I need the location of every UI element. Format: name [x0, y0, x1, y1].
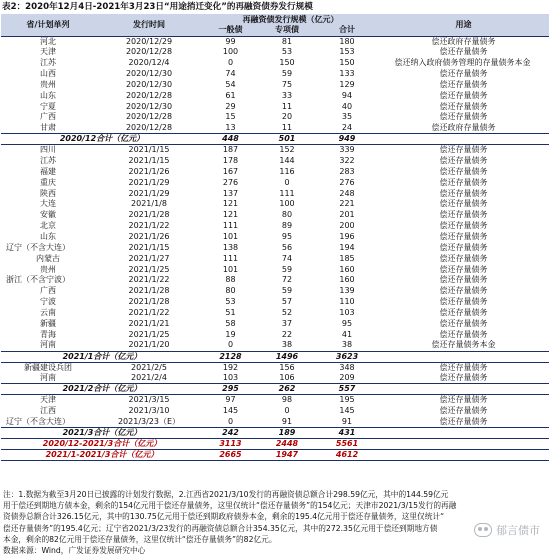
general-bond-value: 103: [222, 373, 239, 383]
total-value: 4612: [316, 449, 378, 460]
province-cell: 宁夏: [40, 101, 56, 111]
special-bond-value: 144: [279, 156, 295, 166]
total-value: 200: [339, 221, 355, 231]
issue-date-cell: 2021/1/22: [128, 275, 170, 285]
table-row: [1, 308, 549, 319]
total-value: 24: [341, 123, 353, 133]
total-value: 40: [341, 101, 353, 111]
wechat-icon: [474, 523, 492, 537]
subtotal-row: [1, 384, 549, 395]
province-cell: 四川: [40, 145, 56, 155]
purpose-cell: 偿还存量债务: [439, 221, 488, 231]
province-cell: 河北: [40, 36, 56, 46]
issue-date-cell: 2021/1/8: [131, 199, 167, 209]
table-row: [1, 156, 549, 167]
general-bond-value: 448: [203, 134, 258, 145]
total-value: 103: [339, 308, 355, 318]
subtotal-label: 2021/2合计（亿元）: [1, 384, 203, 395]
special-bond-value: 0: [284, 177, 290, 187]
general-bond-value: 54: [225, 79, 236, 89]
table-row: [1, 145, 549, 156]
header-general: 一般债: [203, 25, 258, 36]
total-value: 339: [339, 145, 355, 155]
total-value: 196: [339, 232, 355, 242]
table-row: [1, 123, 549, 134]
special-bond-value: 111: [279, 188, 295, 198]
footnote-line: 资债券总额合计326.15亿元，其中的130.75亿元用于偿还到期政府债券本金，剩余的195.4亿元用于偿还存量债务，这里仅统计“: [3, 512, 445, 522]
issue-date-cell: 2021/1/15: [128, 242, 170, 252]
special-bond-value: 38: [281, 340, 293, 350]
issue-date-cell: 2021/3/23（E）: [117, 416, 181, 426]
special-bond-value: 91: [281, 416, 293, 426]
table-row: [1, 406, 549, 417]
general-bond-value: 2665: [203, 449, 258, 460]
province-cell: 江苏: [40, 156, 56, 166]
subtotal-label: 2020/12合计（亿元）: [1, 134, 203, 145]
province-cell: 云南: [40, 308, 56, 318]
special-bond-value: 59: [281, 286, 293, 296]
general-bond-value: 145: [222, 406, 239, 416]
special-bond-value: 59: [281, 69, 293, 78]
special-bond-value: 1496: [258, 351, 316, 362]
province-cell: 甘肃: [40, 123, 56, 133]
total-value: 348: [339, 362, 355, 372]
special-bond-value: 20: [281, 112, 293, 122]
province-cell: 山东: [40, 232, 56, 242]
general-bond-value: 111: [222, 221, 239, 231]
footnote-line: 注：1.数据为截至3月20日已披露的计划发行数据，2.江西省2021/3/10发行的再融资债总额合计298.59亿元，其中的144.59亿元: [3, 490, 449, 499]
general-bond-value: 295: [203, 384, 258, 395]
general-bond-value: 58: [225, 318, 236, 328]
total-row: [1, 449, 549, 460]
total-value: 110: [339, 297, 355, 307]
special-bond-value: 2448: [258, 438, 316, 449]
issue-date-cell: 2021/2/4: [131, 373, 167, 383]
total-value: 3623: [316, 351, 378, 362]
table-row: [1, 101, 549, 112]
table-row: [1, 297, 549, 308]
general-bond-value: 2128: [203, 351, 258, 362]
purpose-cell: 偿还存量债务: [439, 373, 488, 383]
subtotal-row: [1, 427, 549, 438]
table-row: [1, 199, 549, 210]
province-cell: 福建: [40, 166, 56, 176]
general-bond-value: 99: [225, 36, 236, 46]
province-cell: 天津: [40, 47, 56, 57]
total-value: 160: [339, 275, 355, 285]
purpose-cell: [378, 438, 549, 449]
special-bond-value: 100: [279, 199, 295, 209]
table-row: [1, 373, 549, 384]
total-value: 248: [339, 188, 355, 198]
footnote-line: 用于偿还到期地方债本金，剩余的154亿元用于偿还存量债务，这里仅统计“偿还存量债务”的154亿元；天津市2021/3/15发行的再融: [3, 501, 457, 511]
issue-date-cell: 2020/12/28: [125, 112, 173, 122]
general-bond-value: 19: [225, 329, 236, 339]
province-cell: 大连: [40, 199, 56, 209]
table-row: [1, 58, 549, 69]
table-title: 表2：2020年12月4日-2021年3月23日“用途捎迁变化”的再融资债券发行规模: [2, 2, 313, 12]
total-value: 153: [339, 47, 355, 57]
province-cell: 重庆: [40, 177, 56, 187]
purpose-cell: [378, 351, 549, 362]
issue-date-cell: 2021/1/28: [128, 297, 170, 307]
total-value: 283: [339, 166, 355, 176]
issue-date-cell: 2020/12/30: [125, 79, 173, 89]
table-row: [1, 36, 549, 47]
general-bond-value: 121: [222, 210, 239, 220]
total-value: 129: [339, 79, 355, 89]
issue-date-cell: 2021/1/28: [128, 210, 170, 220]
general-bond-value: 3113: [203, 438, 258, 449]
purpose-cell: 偿还存量债务: [439, 188, 488, 198]
purpose-cell: [378, 134, 549, 145]
province-cell: 青海: [40, 329, 56, 339]
issue-date-cell: 2020/12/28: [125, 90, 173, 100]
general-bond-value: 137: [222, 188, 239, 198]
total-value: 221: [339, 199, 355, 209]
total-value: 41: [341, 329, 353, 339]
total-value: 133: [339, 69, 355, 78]
header-province: 省/计划单列: [1, 14, 95, 36]
issue-date-cell: 2021/1/28: [128, 286, 170, 296]
issue-date-cell: 2021/1/26: [128, 166, 170, 176]
issue-date-cell: 2021/1/22: [128, 308, 170, 318]
issue-date-cell: 2021/1/15: [128, 156, 170, 166]
total-value: 91: [341, 416, 353, 426]
table-row: [1, 69, 549, 80]
total-value: 322: [339, 156, 355, 166]
footnote-line: 偿还存量债务”的195.4亿元；辽宁省2021/3/23发行的再融资债总额合计354.35亿元，其中的272.35亿元用于偿还到期地方债: [3, 523, 438, 533]
header-scale-group: 再融资债发行规模（亿元）: [203, 14, 378, 25]
table-row: [1, 253, 549, 264]
purpose-cell: 偿还存量债务: [439, 69, 488, 78]
purpose-cell: 偿还存量债务: [439, 308, 488, 318]
province-cell: 安徽: [40, 210, 56, 220]
total-value: 276: [339, 177, 355, 187]
total-value: 431: [316, 427, 378, 438]
province-cell: 宁波: [40, 297, 56, 307]
total-value: 180: [339, 36, 355, 46]
general-bond-value: 53: [225, 297, 236, 307]
general-bond-value: 61: [225, 90, 236, 100]
total-value: 557: [316, 384, 378, 395]
header-purpose: 用途: [378, 14, 549, 36]
issue-date-cell: 2021/1/22: [128, 221, 170, 231]
purpose-cell: 偿还存量债务: [439, 362, 488, 372]
purpose-cell: 偿还存量债务: [439, 90, 488, 100]
table-row: [1, 47, 549, 58]
special-bond-value: 72: [281, 275, 293, 285]
purpose-cell: 偿还存量债务: [439, 156, 488, 166]
total-value: 5561: [316, 438, 378, 449]
issue-date-cell: 2021/3/10: [128, 406, 170, 416]
special-bond-value: 37: [281, 318, 293, 328]
special-bond-value: 81: [281, 36, 293, 46]
table-row: [1, 177, 549, 188]
special-bond-value: 262: [258, 384, 316, 395]
total-value: 194: [339, 242, 355, 252]
total-value: 201: [339, 210, 355, 220]
special-bond-value: 501: [258, 134, 316, 145]
purpose-cell: 偿还存量债务: [439, 406, 488, 416]
purpose-cell: 偿还存量债务: [439, 395, 488, 405]
table-row: [1, 166, 549, 177]
total-value: 35: [341, 112, 353, 122]
province-cell: 新疆建设兵团: [24, 362, 72, 372]
general-bond-value: 101: [222, 264, 239, 274]
issue-date-cell: 2021/1/21: [128, 318, 170, 328]
special-bond-value: 75: [281, 79, 293, 89]
general-bond-value: 242: [203, 427, 258, 438]
issue-date-cell: 2020/12/30: [125, 69, 173, 78]
total-value: 949: [316, 134, 378, 145]
purpose-cell: 偿还存量债务: [439, 329, 488, 339]
general-bond-value: 0: [227, 340, 234, 350]
issue-date-cell: 2020/12/4: [128, 58, 170, 68]
province-cell: 内蒙古: [36, 253, 60, 263]
table-row: [1, 79, 549, 90]
province-cell: 浙江（不含宁波）: [6, 275, 70, 285]
purpose-cell: 偿还存量债务: [439, 275, 488, 285]
province-cell: 江西: [40, 406, 56, 416]
province-cell: 贵州: [40, 264, 56, 274]
table-row: [1, 318, 549, 329]
province-cell: 广西: [40, 112, 56, 122]
general-bond-value: 88: [225, 275, 236, 285]
total-value: 209: [339, 373, 355, 383]
header-total: 合计: [316, 25, 378, 36]
general-bond-value: 0: [227, 58, 234, 68]
total-value: 145: [339, 406, 355, 416]
general-bond-value: 15: [225, 112, 236, 122]
subtotal-label: 2021/1-2021/3合计（亿元）: [1, 449, 203, 460]
special-bond-value: 33: [281, 90, 293, 100]
purpose-cell: 偿还存量债务本金: [431, 340, 496, 350]
general-bond-value: 138: [222, 242, 239, 252]
general-bond-value: 167: [222, 166, 239, 176]
issue-date-cell: 2020/12/29: [125, 36, 173, 46]
subtotal-row: [1, 134, 549, 145]
total-value: 139: [339, 286, 355, 296]
special-bond-value: 52: [281, 308, 293, 318]
general-bond-value: 0: [227, 416, 234, 426]
subtotal-label: 2021/1合计（亿元）: [1, 351, 203, 362]
purpose-cell: 偿还存量债务: [439, 199, 488, 209]
issue-date-cell: 2021/1/26: [128, 232, 170, 242]
general-bond-value: 29: [225, 101, 236, 111]
general-bond-value: 97: [225, 395, 236, 405]
purpose-cell: 偿还存量债务: [439, 264, 488, 274]
province-cell: 贵州: [40, 79, 56, 89]
special-bond-value: 106: [279, 373, 295, 383]
general-bond-value: 276: [222, 177, 239, 187]
table-row: [1, 242, 549, 253]
watermark: [474, 522, 540, 538]
subtotal-row: [1, 351, 549, 362]
province-cell: 天津: [40, 395, 56, 405]
table-row: [1, 286, 549, 297]
special-bond-value: 59: [281, 264, 293, 274]
data-source: 数据来源：Wind，广发证券发展研究中心: [3, 546, 146, 555]
issue-date-cell: 2020/12/30: [125, 101, 173, 111]
special-bond-value: 74: [281, 253, 293, 263]
issue-date-cell: 2021/1/25: [128, 264, 170, 274]
general-bond-value: 111: [222, 253, 239, 263]
special-bond-value: 156: [279, 362, 295, 372]
purpose-cell: 偿还存量债务: [439, 47, 488, 57]
general-bond-value: 80: [225, 286, 236, 296]
province-cell: 陕西: [40, 188, 56, 198]
purpose-cell: 偿还政府存量债务: [431, 36, 496, 46]
special-bond-value: 22: [281, 329, 293, 339]
special-bond-value: 57: [281, 297, 293, 307]
province-cell: 北京: [40, 221, 56, 231]
purpose-cell: 偿还存量债务: [439, 253, 488, 263]
purpose-cell: 偿还存量债务: [439, 286, 488, 296]
special-bond-value: 116: [279, 166, 295, 176]
purpose-cell: 偿还纳入政府债务管理的存量债务本金: [394, 58, 531, 68]
special-bond-value: 95: [281, 232, 293, 242]
province-cell: 河南: [40, 340, 56, 350]
province-cell: 山西: [40, 69, 56, 78]
special-bond-value: 11: [281, 123, 293, 133]
general-bond-value: 100: [222, 47, 239, 57]
purpose-cell: 偿还存量债务: [439, 210, 488, 220]
total-value: 38: [341, 340, 353, 350]
total-value: 150: [339, 58, 355, 68]
table-row: [1, 210, 549, 221]
table-row: [1, 221, 549, 232]
watermark-text: 郁言债市: [496, 524, 540, 537]
province-cell: 河南: [40, 373, 56, 383]
purpose-cell: 偿还存量债务: [439, 101, 488, 111]
total-value: 95: [341, 318, 353, 328]
general-bond-value: 13: [225, 123, 236, 133]
purpose-cell: 偿还存量债务: [439, 297, 488, 307]
special-bond-value: 189: [258, 427, 316, 438]
issue-date-cell: 2021/1/15: [128, 145, 170, 155]
special-bond-value: 152: [279, 145, 295, 155]
table-row: [1, 264, 549, 275]
table-row: [1, 395, 549, 406]
province-cell: 辽宁（不含大连）: [6, 242, 70, 252]
total-value: 195: [339, 395, 355, 405]
general-bond-value: 178: [222, 156, 239, 166]
issue-date-cell: 2021/3/15: [128, 395, 170, 405]
special-bond-value: 98: [281, 395, 293, 405]
general-bond-value: 101: [222, 232, 239, 242]
issue-date-cell: 2021/1/25: [128, 329, 170, 339]
general-bond-value: 192: [222, 362, 239, 372]
table-row: [1, 362, 549, 373]
province-cell: 广西: [40, 286, 56, 296]
table-row: [1, 90, 549, 101]
total-value: 160: [339, 264, 355, 274]
province-cell: 新疆: [40, 318, 56, 328]
header-special: 专项债: [258, 25, 316, 36]
purpose-cell: 偿还存量债务: [439, 318, 488, 328]
special-bond-value: 53: [281, 47, 293, 57]
issue-date-cell: 2021/1/20: [128, 340, 170, 350]
table-row: [1, 417, 549, 428]
special-bond-value: 0: [284, 406, 290, 416]
purpose-cell: 偿还政府存量债务: [431, 123, 496, 133]
purpose-cell: 偿还存量债务: [439, 79, 488, 89]
special-bond-value: 56: [281, 242, 293, 252]
province-cell: 山东: [40, 90, 56, 100]
purpose-cell: [378, 427, 549, 438]
issue-date-cell: 2021/1/27: [128, 253, 170, 263]
total-value: 185: [339, 253, 355, 263]
refinancing-bond-table: [1, 14, 549, 461]
purpose-cell: 偿还存量债务: [439, 112, 488, 122]
header-row-1: [1, 14, 549, 25]
subtotal-label: 2020/12-2021/3合计（亿元）: [1, 438, 203, 449]
table-row: [1, 232, 549, 243]
issue-date-cell: 2021/2/5: [131, 362, 167, 372]
total-row: [1, 438, 549, 449]
purpose-cell: 偿还存量债务: [439, 232, 488, 242]
purpose-cell: [378, 384, 549, 395]
general-bond-value: 187: [222, 145, 239, 155]
special-bond-value: 89: [281, 221, 293, 231]
purpose-cell: 偿还存量债务: [439, 242, 488, 252]
issue-date-cell: 2021/1/29: [128, 188, 170, 198]
table-row: [1, 112, 549, 123]
purpose-cell: 偿还存量债务: [439, 166, 488, 176]
purpose-cell: 偿还存量债务: [439, 177, 488, 187]
purpose-cell: 偿还存量债务: [439, 416, 488, 426]
footnote-line: 本金，剩余的82亿元用于偿还存量债务，这里仅统计“偿还存量债务”的82亿元。: [3, 534, 277, 544]
footnote: [3, 489, 547, 545]
table-row: [1, 188, 549, 199]
subtotal-label: 2021/3合计（亿元）: [1, 427, 203, 438]
special-bond-value: 80: [281, 210, 293, 220]
issue-date-cell: 2020/12/28: [125, 47, 173, 57]
general-bond-value: 51: [225, 308, 236, 318]
header-date: 发行时间: [95, 14, 203, 36]
table-row: [1, 275, 549, 286]
general-bond-value: 74: [225, 69, 236, 78]
special-bond-value: 11: [281, 101, 293, 111]
province-cell: 江苏: [40, 58, 56, 68]
purpose-cell: [378, 449, 549, 460]
table-row: [1, 329, 549, 340]
province-cell: 辽宁（不含大连）: [6, 416, 70, 426]
table-row: [1, 340, 549, 351]
issue-date-cell: 2021/1/29: [128, 177, 170, 187]
special-bond-value: 150: [279, 58, 295, 68]
total-value: 94: [341, 90, 353, 100]
general-bond-value: 121: [222, 199, 239, 209]
issue-date-cell: 2020/12/28: [125, 123, 173, 133]
special-bond-value: 1947: [258, 449, 316, 460]
purpose-cell: 偿还存量债务: [439, 145, 488, 155]
